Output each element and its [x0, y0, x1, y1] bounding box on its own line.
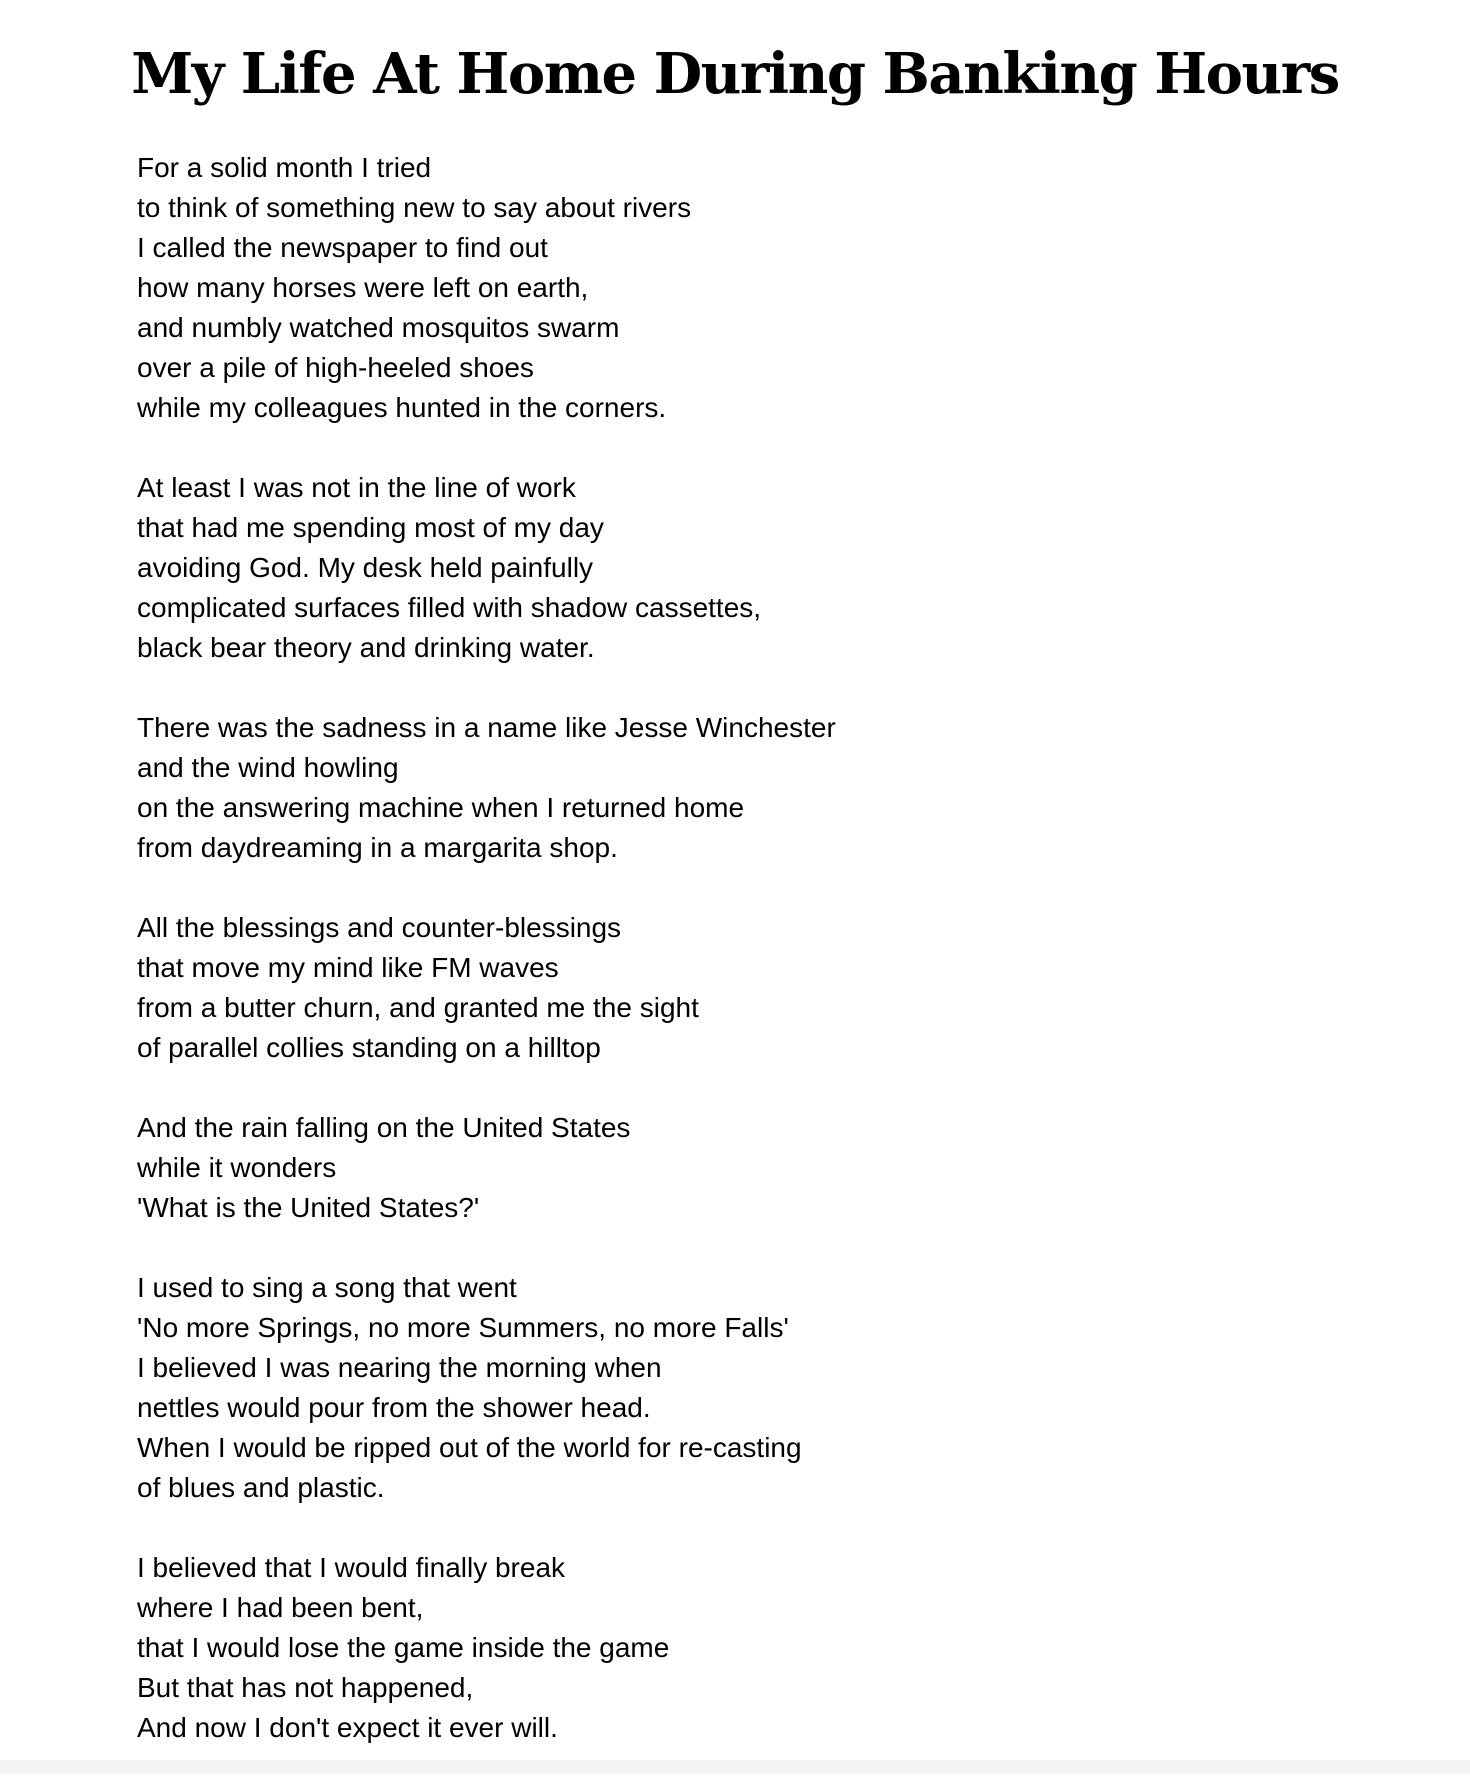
poem-line: of blues and plastic. — [137, 1472, 385, 1503]
stanza-7 — [137, 1548, 1337, 1748]
poem-line: And the rain falling on the United States — [137, 1112, 631, 1143]
poem-line: on the answering machine when I returned home — [137, 792, 745, 823]
poem-line: of parallel collies standing on a hilltop — [137, 1032, 601, 1063]
poem-line: avoiding God. My desk held painfully — [137, 552, 594, 583]
poem-line: while my colleagues hunted in the corners. — [137, 392, 667, 423]
stanza-1 — [137, 148, 1337, 428]
poem-line: 'No more Springs, no more Summers, no more Falls' — [137, 1312, 789, 1343]
poem-line: to think of something new to say about rivers — [137, 192, 692, 223]
poem-line: When I would be ripped out of the world for re-casting — [137, 1432, 802, 1463]
poem-line: from a butter churn, and granted me the sight — [137, 992, 699, 1023]
poem-line: while it wonders — [137, 1152, 337, 1183]
stanza-2 — [137, 468, 1337, 668]
poem-line: and numbly watched mosquitos swarm — [137, 312, 620, 343]
stanza-5 — [137, 1108, 1337, 1228]
poem-line: I called the newspaper to find out — [137, 232, 548, 263]
poem-line: that move my mind like FM waves — [137, 952, 559, 983]
poem-line: that had me spending most of my day — [137, 512, 604, 543]
poem-line: from daydreaming in a margarita shop. — [137, 832, 618, 863]
poem-line: over a pile of high-heeled shoes — [137, 352, 534, 383]
poem-line: complicated surfaces filled with shadow cassettes, — [137, 592, 762, 623]
poem-line: I believed that I would finally break — [137, 1552, 566, 1583]
poem-title: My Life At Home During Banking Hours — [131, 41, 1339, 107]
poem-line: how many horses were left on earth, — [137, 272, 589, 303]
poem-line: For a solid month I tried — [137, 152, 432, 183]
poem-line: nettles would pour from the shower head. — [137, 1392, 651, 1423]
poem-line: where I had been bent, — [137, 1592, 424, 1623]
poem-line: At least I was not in the line of work — [137, 472, 576, 503]
poem-line: There was the sadness in a name like Jesse Winchester — [137, 712, 836, 743]
poem-line: black bear theory and drinking water. — [137, 632, 595, 663]
page-bottom-edge — [0, 1760, 1470, 1774]
stanza-3 — [137, 708, 1337, 868]
poem-line: I used to sing a song that went — [137, 1272, 517, 1303]
poem-line: I believed I was nearing the morning when — [137, 1352, 662, 1383]
poem-line: All the blessings and counter-blessings — [137, 912, 622, 943]
poem-line: 'What is the United States?' — [137, 1192, 480, 1223]
poem-line: But that has not happened, — [137, 1672, 474, 1703]
poem-line: that I would lose the game inside the game — [137, 1632, 670, 1663]
poem-line: And now I don't expect it ever will. — [137, 1712, 558, 1743]
poem-line: and the wind howling — [137, 752, 399, 783]
stanza-4 — [137, 908, 1337, 1068]
poem-body — [137, 148, 1337, 1788]
stanza-6 — [137, 1268, 1337, 1508]
